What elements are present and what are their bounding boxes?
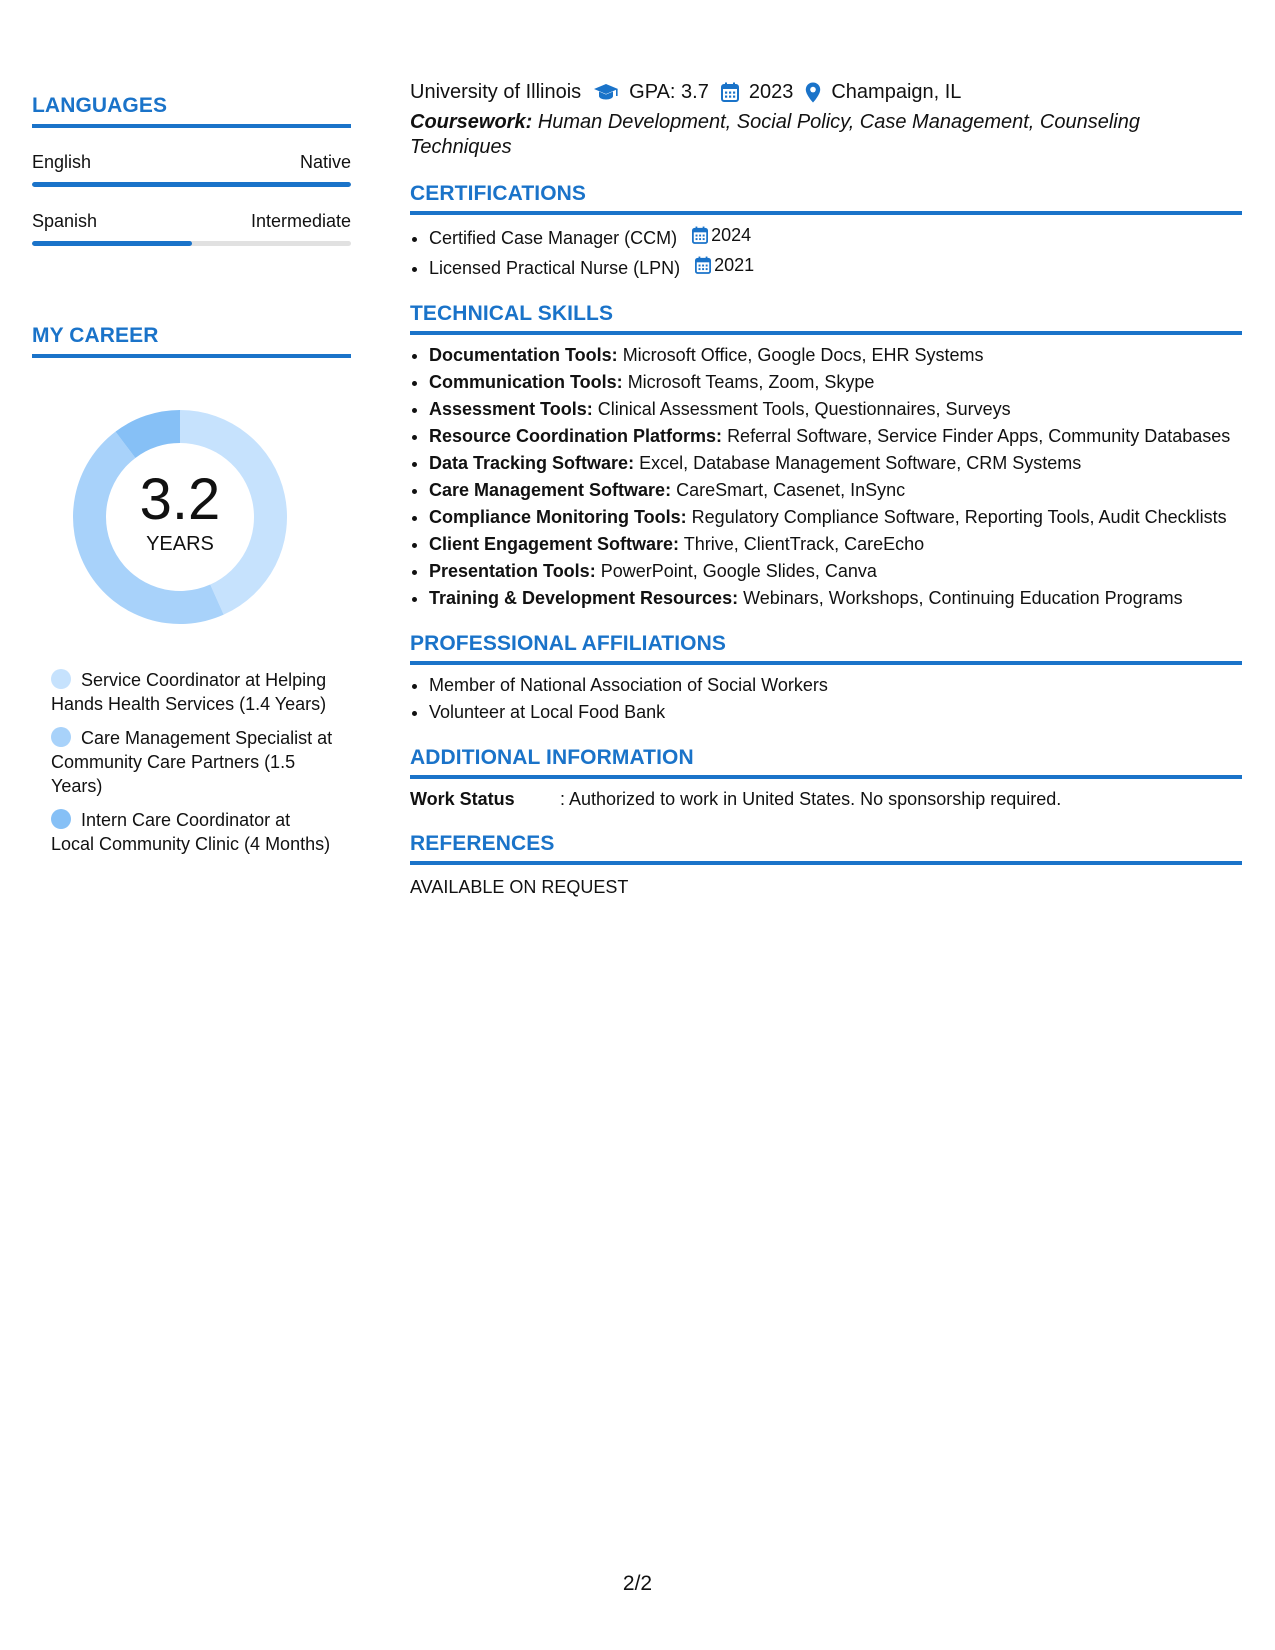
skill-value: Webinars, Workshops, Continuing Education Programs <box>743 588 1183 608</box>
skill-value: Microsoft Office, Google Docs, EHR Systems <box>622 345 984 365</box>
skill-label: Resource Coordination Platforms: <box>429 426 723 446</box>
affiliations-section <box>410 632 1242 724</box>
references-section <box>410 832 1242 898</box>
skill-value: Referral Software, Service Finder Apps, Community Databases <box>727 426 1231 446</box>
skill-label: Training & Development Resources: <box>429 588 739 608</box>
language-level: Native <box>299 152 351 172</box>
certifications-section <box>410 182 1242 280</box>
map-pin-icon <box>805 82 821 103</box>
skill-value: Excel, Database Management Software, CRM Systems <box>639 453 1082 473</box>
school-location: Champaign, IL <box>831 80 962 103</box>
legend-dot-icon <box>51 669 71 689</box>
career-total-value: 3.2 <box>139 466 221 532</box>
language-proficiency-fill <box>32 241 192 246</box>
skill-item <box>429 370 1242 394</box>
calendar-icon <box>692 226 708 244</box>
references-heading: REFERENCES <box>410 832 1242 865</box>
skill-item <box>429 532 1242 556</box>
career-item-text: Service Coordinator at Helping Hands Health Services (1.4 Years) <box>51 670 327 714</box>
career-item <box>51 808 337 856</box>
coursework <box>410 110 1242 160</box>
skill-value: Microsoft Teams, Zoom, Skype <box>627 372 875 392</box>
language-proficiency-bar <box>32 182 351 187</box>
certification-name: Certified Case Manager (CCM) <box>429 228 678 248</box>
coursework-label: Coursework: <box>410 111 533 133</box>
skill-value: Regulatory Compliance Software, Reporting Tools, Audit Checklists <box>691 507 1227 527</box>
certifications-heading: CERTIFICATIONS <box>410 182 1242 215</box>
career-item-text: Intern Care Coordinator at Local Community Clinic (4 Months) <box>51 810 331 854</box>
certification-item <box>429 253 1242 280</box>
left-column <box>32 94 351 866</box>
gpa: GPA: 3.7 <box>629 80 709 103</box>
skill-item <box>429 505 1242 529</box>
affiliation-item: • Volunteer at Local Food Bank <box>429 700 1242 724</box>
career-item <box>51 726 337 798</box>
skill-item <box>429 478 1242 502</box>
technical-skills-section <box>410 302 1242 610</box>
skill-item <box>429 451 1242 475</box>
skill-item <box>429 343 1242 367</box>
additional-info-section <box>410 746 1242 810</box>
certification-year: 2024 <box>711 225 752 245</box>
skill-item <box>429 559 1242 583</box>
skill-label: Documentation Tools: <box>429 345 618 365</box>
certifications-list <box>410 223 1242 280</box>
page-number: 2/2 <box>622 1572 653 1595</box>
career-heading: MY CAREER <box>32 324 351 358</box>
graduation-cap-icon <box>593 83 619 101</box>
languages-heading: LANGUAGES <box>32 94 351 128</box>
certification-name: Licensed Practical Nurse (LPN) <box>429 258 681 278</box>
legend-dot-icon <box>51 809 71 829</box>
skill-label: Presentation Tools: <box>429 561 596 581</box>
work-status-value: : Authorized to work in United States. No sponsorship required. <box>560 789 1062 809</box>
career-list <box>32 668 351 856</box>
certification-year: 2021 <box>714 255 755 275</box>
language-proficiency-fill <box>32 182 351 187</box>
career-total-unit: YEARS <box>146 532 214 555</box>
career-donut-chart <box>65 402 295 632</box>
language-name: English <box>32 152 92 172</box>
legend-dot-icon <box>51 727 71 747</box>
language-item-spanish <box>32 211 351 246</box>
skill-value: Thrive, ClientTrack, CareEcho <box>683 534 925 554</box>
career-item <box>51 668 337 716</box>
skill-item <box>429 424 1242 448</box>
career-item-text: Care Management Specialist at Community Care Partners (1.5 Years) <box>51 728 333 796</box>
language-item-english <box>32 152 351 187</box>
skills-list <box>410 343 1242 610</box>
skill-label: Communication Tools: <box>429 372 623 392</box>
skill-label: Client Engagement Software: <box>429 534 680 554</box>
calendar-icon <box>695 256 711 274</box>
calendar-icon <box>721 82 739 102</box>
work-status-label: Work Status <box>410 789 515 809</box>
skill-item <box>429 397 1242 421</box>
affiliation-item: • Member of National Association of Social Workers <box>429 673 1242 697</box>
education-line <box>410 78 1242 106</box>
skill-value: Clinical Assessment Tools, Questionnaires, Surveys <box>597 399 1011 419</box>
skill-label: Data Tracking Software: <box>429 453 635 473</box>
work-status-row <box>410 789 1242 810</box>
affiliations-heading: PROFESSIONAL AFFILIATIONS <box>410 632 1242 665</box>
skill-label: Assessment Tools: <box>429 399 593 419</box>
references-text: AVAILABLE ON REQUEST <box>410 877 629 897</box>
school-name: University of Illinois <box>410 80 582 103</box>
language-level: Intermediate <box>250 211 351 231</box>
right-column <box>410 78 1242 898</box>
donut-center-label <box>65 402 295 632</box>
language-name: Spanish <box>32 211 98 231</box>
skill-item <box>429 586 1242 610</box>
language-proficiency-bar <box>32 241 351 246</box>
skill-value: CareSmart, Casenet, InSync <box>676 480 906 500</box>
skill-label: Compliance Monitoring Tools: <box>429 507 687 527</box>
certification-item <box>429 223 1242 250</box>
affiliations-list <box>410 673 1242 724</box>
coursework-list: Human Development, Social Policy, Case Management, Counseling Techniques <box>410 111 1140 158</box>
additional-info-heading: ADDITIONAL INFORMATION <box>410 746 1242 779</box>
technical-skills-heading: TECHNICAL SKILLS <box>410 302 1242 335</box>
skill-label: Care Management Software: <box>429 480 672 500</box>
skill-value: PowerPoint, Google Slides, Canva <box>600 561 877 581</box>
graduation-year: 2023 <box>748 80 794 103</box>
